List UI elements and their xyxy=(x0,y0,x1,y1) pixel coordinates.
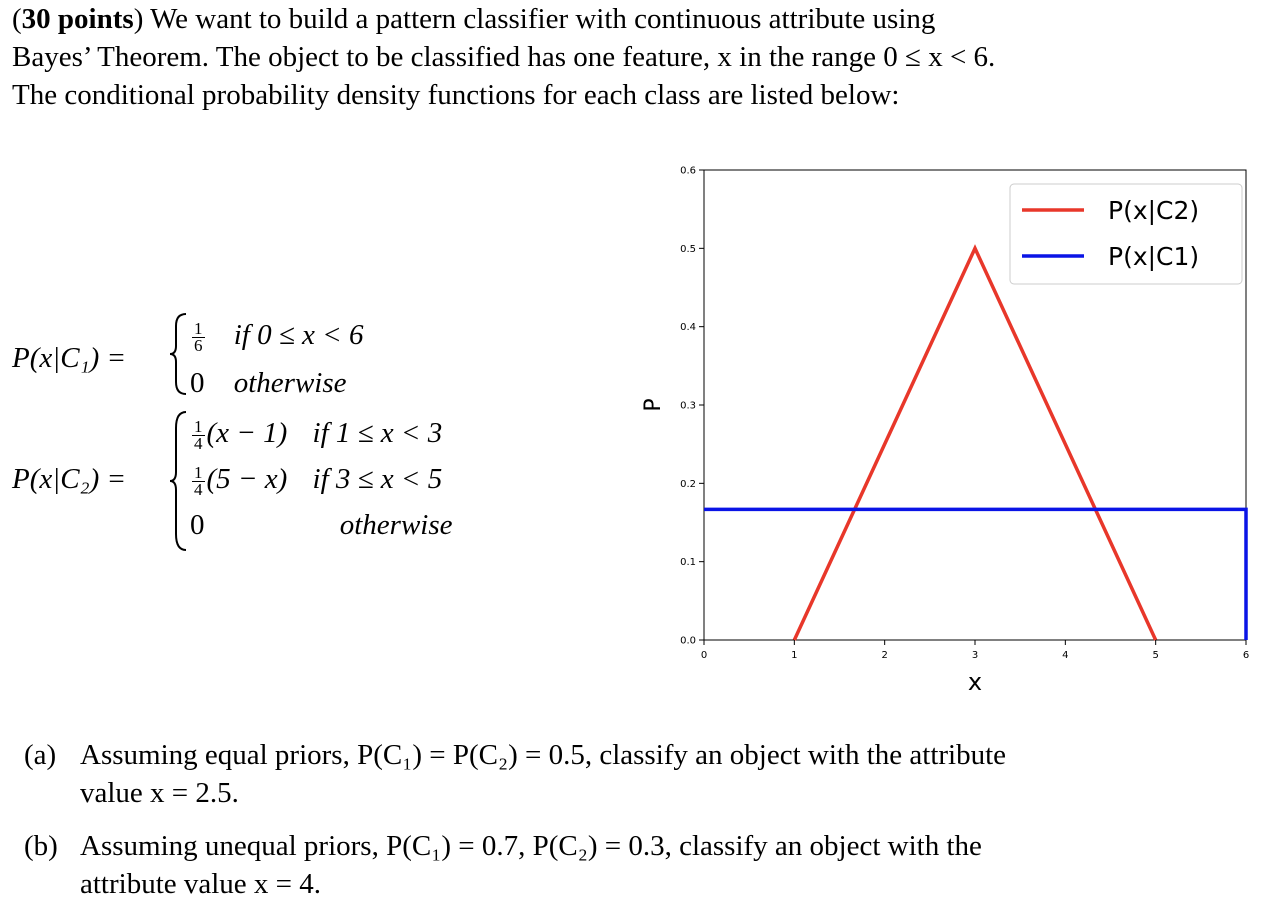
x-axis-label: x xyxy=(967,668,983,695)
p2-case2-condition: if 3 ≤ x < 5 xyxy=(312,463,443,495)
x-tick-label: 5 xyxy=(1152,650,1159,661)
p2-case3-condition: otherwise xyxy=(339,509,453,541)
part-a-label: (a) xyxy=(24,739,57,771)
p1-case2-condition: otherwise xyxy=(233,367,347,399)
y-tick-label: 0.5 xyxy=(680,243,696,255)
p1-case2-expr: 0 xyxy=(190,367,205,399)
part-a-line2: value x = 2.5. xyxy=(80,777,239,809)
y-tick-label: 0.3 xyxy=(680,400,696,412)
x-tick-label: 6 xyxy=(1242,650,1250,661)
x-tick-label: 0 xyxy=(700,650,708,661)
part-a-line1: Assuming equal priors, P(C₁) = P(C₂) = 0.5, classify an object with the attribute xyxy=(80,739,1007,771)
legend-label-2: P(x|C1) xyxy=(1108,242,1200,271)
p2-case3 xyxy=(190,508,453,542)
p2-case2 xyxy=(190,462,442,498)
p2-case1-condition: if 1 ≤ x < 3 xyxy=(312,417,443,449)
y-tick-label: 0.0 xyxy=(680,635,696,647)
points-label: 30 points xyxy=(21,3,134,35)
p2-brace xyxy=(168,410,188,552)
p2-case2-fraction: $\frac{1}{4}$ xyxy=(194,462,203,499)
p1-case1 xyxy=(190,318,363,354)
p2-case1-fraction: $\frac{1}{4}$ xyxy=(194,416,203,453)
legend-label-1: P(x|C2) xyxy=(1108,196,1200,225)
p1-case2 xyxy=(190,366,347,400)
intro-line3: The conditional probability density functions for each class are listed below: xyxy=(12,79,900,111)
p2-case1-expr: (x − 1) xyxy=(206,417,288,449)
part-b-label: (b) xyxy=(24,830,58,862)
p2-case3-expr: 0 xyxy=(190,509,205,541)
x-tick-label: 2 xyxy=(881,650,888,661)
y-tick-label: 0.2 xyxy=(680,478,696,490)
y-tick-label: 0.4 xyxy=(680,322,696,334)
y-tick-label: 0.6 xyxy=(680,165,696,177)
part-b-line1: Assuming unequal priors, P(C₁) = 0.7, P(C₂) = 0.3, classify an object with the xyxy=(80,830,982,862)
y-tick-label: 0.1 xyxy=(680,557,696,569)
y-axis-label: P xyxy=(641,398,666,412)
x-tick-label: 3 xyxy=(971,650,979,661)
problem-intro: (30 points) We want to build a pattern classifier with continuous attribute using Bayes’ Theorem. The object to be classified has one feature, x in the range 0 ≤ x < 6. The conditional probability density functions for each class are listed below: xyxy=(12,3,996,111)
x-tick-label: 4 xyxy=(1062,650,1069,661)
intro-line2: Bayes’ Theorem. The object to be classified has one feature, x in the range 0 ≤ x < 6. xyxy=(12,41,996,73)
x-tick-label: 1 xyxy=(791,650,798,661)
part-b xyxy=(24,827,1232,903)
p2-case1 xyxy=(190,416,442,452)
p1-case1-condition: if 0 ≤ x < 6 xyxy=(233,319,364,351)
part-b-line2: attribute value x = 4. xyxy=(80,868,322,900)
part-a xyxy=(24,736,1232,812)
p1-case1-fraction: $\frac{1}{6}$ xyxy=(194,318,203,355)
p2-case2-expr: (5 − x) xyxy=(206,463,288,495)
p2-lhs: P(x|C₂) = xyxy=(12,463,127,495)
intro-line1: We want to build a pattern classifier with continuous attribute using xyxy=(150,3,936,35)
p1-lhs: P(x|C₁) = xyxy=(12,342,127,374)
p1-brace xyxy=(168,312,188,396)
pdf-line-chart xyxy=(630,155,1260,695)
